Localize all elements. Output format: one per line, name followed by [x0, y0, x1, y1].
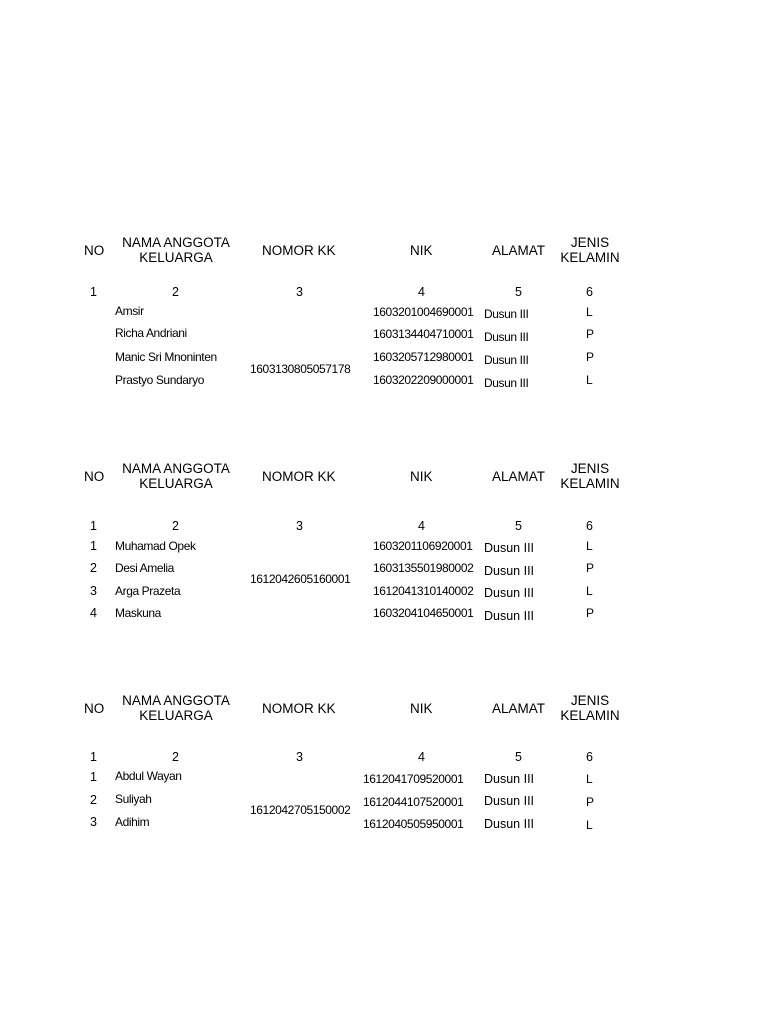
column-number: 6 [586, 285, 593, 299]
column-number: 3 [296, 750, 303, 764]
member-gender: P [586, 606, 595, 620]
member-alamat: Dusun III [484, 772, 535, 786]
member-alamat: Dusun III [484, 307, 529, 321]
header-nama: NAMA ANGGOTA KELUARGA [122, 235, 230, 265]
member-gender: L [586, 772, 593, 786]
column-number: 4 [418, 519, 425, 533]
column-number: 6 [586, 750, 593, 764]
column-number: 5 [515, 519, 522, 533]
header-alamat: ALAMAT [492, 469, 546, 484]
row-number: 2 [90, 793, 97, 807]
header-nama: NAMA ANGGOTA KELUARGA [122, 693, 230, 723]
column-number: 6 [586, 519, 593, 533]
column-number: 2 [172, 285, 179, 299]
row-number: 2 [90, 561, 97, 575]
member-name: Desi Amelia [115, 561, 174, 575]
member-alamat: Dusun III [484, 609, 535, 623]
column-number: 5 [515, 285, 522, 299]
header-alamat: ALAMAT [492, 243, 546, 258]
column-number: 4 [418, 750, 425, 764]
member-nik: 1612040505950001 [363, 817, 464, 831]
row-number: 3 [90, 584, 97, 598]
member-name: Prastyo Sundaryo [115, 373, 204, 387]
member-name: Maskuna [115, 606, 161, 620]
header-nomor-kk: NOMOR KK [262, 701, 336, 716]
nomor-kk-value: 1612042705150002 [250, 803, 351, 817]
member-alamat: Dusun III [484, 376, 529, 390]
family-table-3 [0, 693, 768, 838]
member-gender: L [586, 305, 593, 319]
member-nik: 1603135501980002 [373, 561, 474, 575]
header-nik: NIK [410, 701, 433, 716]
header-jenis-kelamin: JENIS KELAMIN [560, 235, 620, 265]
column-number: 2 [172, 750, 179, 764]
member-alamat: Dusun III [484, 330, 529, 344]
column-number: 1 [90, 750, 97, 764]
member-gender: L [586, 584, 593, 598]
header-no: NO [84, 701, 105, 716]
header-no: NO [84, 469, 105, 484]
member-gender: L [586, 818, 593, 832]
header-nik: NIK [410, 469, 433, 484]
header-nomor-kk: NOMOR KK [262, 469, 336, 484]
row-number: 1 [90, 539, 97, 553]
header-nik: NIK [410, 243, 433, 258]
member-alamat: Dusun III [484, 541, 535, 555]
member-nik: 1603201106920001 [373, 539, 473, 553]
member-name: Suliyah [115, 792, 152, 806]
member-name: Arga Prazeta [115, 584, 181, 598]
header-alamat: ALAMAT [492, 701, 546, 716]
member-nik: 1603202209000001 [373, 373, 474, 387]
column-number: 4 [418, 285, 425, 299]
member-nik: 1612041709520001 [363, 772, 464, 786]
member-nik: 1603134404710001 [373, 327, 474, 341]
member-name: Manic Sri Mnoninten [115, 350, 217, 364]
member-gender: P [586, 327, 595, 341]
member-alamat: Dusun III [484, 586, 535, 600]
member-gender: L [586, 539, 593, 553]
member-name: Abdul Wayan [115, 769, 182, 783]
member-gender: P [586, 350, 595, 364]
member-nik: 1612044107520001 [363, 795, 464, 809]
column-number: 2 [172, 519, 179, 533]
member-alamat: Dusun III [484, 564, 535, 578]
column-number: 3 [296, 285, 303, 299]
column-number: 1 [90, 519, 97, 533]
member-gender: L [586, 373, 593, 387]
header-nama: NAMA ANGGOTA KELUARGA [122, 461, 230, 491]
member-gender: P [586, 795, 595, 809]
row-number: 1 [90, 770, 97, 784]
header-no: NO [84, 243, 105, 258]
member-name: Adihim [115, 815, 150, 829]
member-nik: 1603205712980001 [373, 350, 474, 364]
header-nomor-kk: NOMOR KK [262, 243, 336, 258]
member-alamat: Dusun III [484, 817, 535, 831]
column-number: 1 [90, 285, 97, 299]
member-alamat: Dusun III [484, 794, 535, 808]
member-nik: 1612041310140002 [373, 584, 474, 598]
member-name: Muhamad Opek [115, 539, 196, 553]
member-nik: 1603201004690001 [373, 305, 474, 319]
header-jenis-kelamin: JENIS KELAMIN [560, 693, 620, 723]
row-number: 4 [90, 606, 97, 620]
member-alamat: Dusun III [484, 353, 529, 367]
header-jenis-kelamin: JENIS KELAMIN [560, 461, 620, 491]
column-number: 3 [296, 519, 303, 533]
family-table-1 [0, 235, 768, 395]
member-gender: P [586, 561, 595, 575]
column-number: 5 [515, 750, 522, 764]
row-number: 3 [90, 815, 97, 829]
nomor-kk-value: 1603130805057178 [250, 362, 351, 376]
member-name: Amsir [115, 304, 144, 318]
family-table-2 [0, 461, 768, 626]
member-nik: 1603204104650001 [373, 606, 474, 620]
member-name: Richa Andriani [115, 326, 187, 340]
nomor-kk-value: 1612042605160001 [250, 572, 351, 586]
